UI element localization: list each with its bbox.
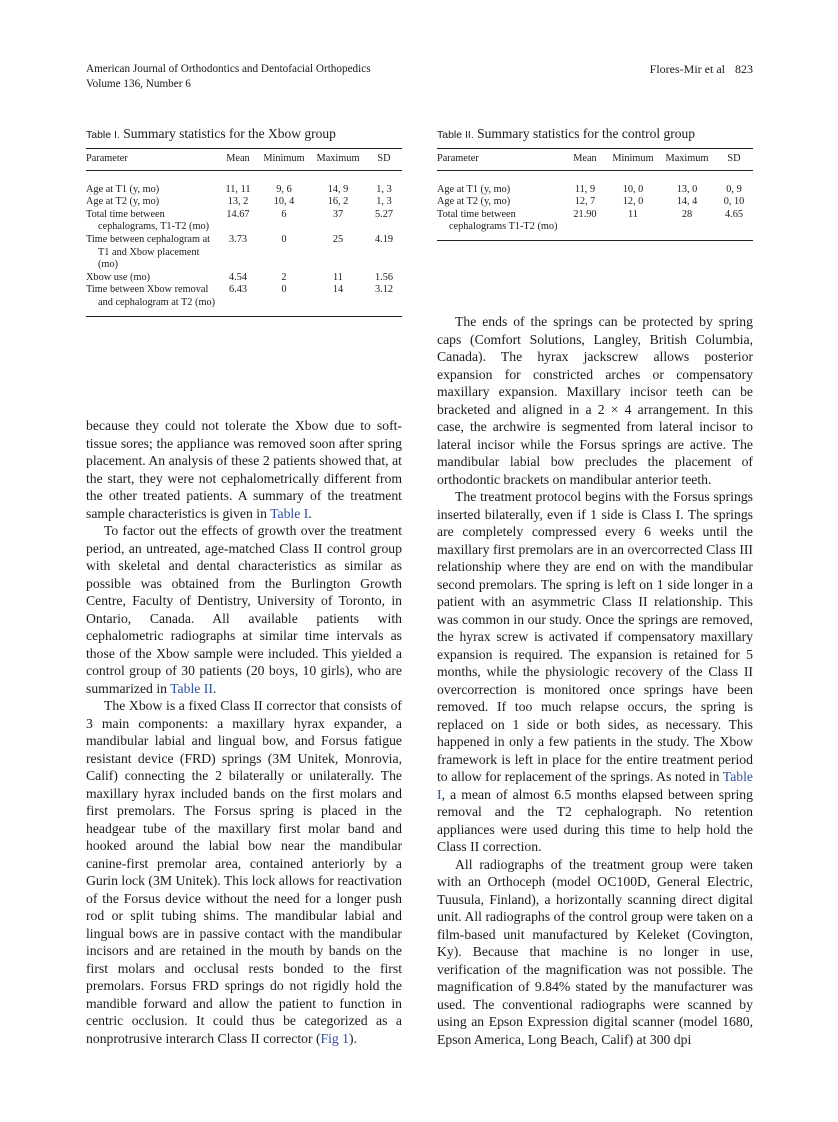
table1-label: Table I. <box>86 129 120 141</box>
table2-col-maximum: Maximum <box>659 149 715 171</box>
table2-cell-param: Total time between cephalograms T1-T2 (mo) <box>437 208 558 233</box>
table1-cell-sd: 1.56 <box>374 271 394 283</box>
paragraph-text: because they could not tolerate the Xbow due to soft-tissue sores; the appliance was removed soon after spring placement. An analysis of these 2 patients showed that, at the start, they were not cephalometrically different from the other treated patients. A summary of the treatment sample characteristics is given in <box>86 418 402 521</box>
table2-cell-max: 28 <box>681 208 693 220</box>
table2-cell-mean: 21.90 <box>573 208 597 220</box>
table2-col-minimum: Minimum <box>607 149 659 171</box>
authors: Flores-Mir et al <box>649 62 725 76</box>
paragraph-text: ). <box>349 1030 358 1046</box>
table2-cell-sd: 0, 9 <box>726 183 742 195</box>
paragraph <box>437 313 753 488</box>
paragraph-text: All radiographs of the treatment group were taken with an Orthoceph (model OC100D, General Electric, Tuusula, Finland), a horizontally scanning direct digital unit. All radiographs of the control group were taken on a film-based unit manufactured by Keleket (Covington, Ky). Because that machine is no longer in use, verification of the magnification was not possible. The magnification of 9.84% stated by the manufacturer was used. The conventional radiographs were scanned by using an Epson Expression digital scanner (model 1680, Epson America, Long Beach, Calif) at 300 dpi <box>437 856 753 1047</box>
table1-cell-min: 0 <box>281 233 287 245</box>
table1-cell-sd: 1, 3 <box>376 196 392 208</box>
paragraph <box>437 488 753 856</box>
paragraph-text: . <box>212 680 217 696</box>
table-row <box>86 234 402 272</box>
paragraph-text: To factor out the effects of growth over the treatment period, an untreated, age-matched Class II control group with skeletal and dental characteristics as similar as possible was obtained from the Burlington Growth Centre, Faculty of Dentistry, University of Toronto, in Ontario, Canada. All available patients with cephalometric radiographs at similar time intervals as those of the Xbow sample were included. This yielded a control group of 30 patients (20 boys, 10 girls), who are summarized in <box>86 523 402 696</box>
table2-col-sd: SD <box>715 149 753 171</box>
table2-cell-min: 11 <box>628 208 638 220</box>
table1-cell-max: 14, 9 <box>327 183 349 195</box>
paragraph-text: The Xbow is a fixed Class II corrector that consists of 3 main components: a maxillary hyrax expander, a mandibular labial and lingual bow, and Forsus fatigue resistant device (FRD) springs (3M Unitek, Monrovia, Calif) connecting the 2 bilaterally or unilaterally. The maxillary hyrax included bands on the first molars and first premolars. The Forsus spring is placed in the headgear tube of the maxillary first molar band and hooked around the labial bow near the mandibular canine-first premolar area, contained anteriorly by a Gurin lock (3M Unitek). This lock allows for reactivation of the Forsus device without the need for a longer push rod or split tubing shims. The mandibular labial and lingual bows are in passive contact with the mandibular incisors and are retained in the mouth by bands on the first molars and occlusal rests bonded to the first premolars. Forsus FRD springs do not rigidly hold the mandible forward and allow the patient to function in centric occlusion. It could thus be categorized as a nonprotrusive interarch Class II corrector ( <box>86 698 402 1046</box>
paragraph-text: The treatment protocol begins with the Forsus springs inserted bilaterally, even if 1 side is Class I. The springs are completely compressed every 6 weeks until the maxillary first premolars are in an overcorrected Class III relationship where they are end on with the mandibular second premolars. The spring is left on 1 side longer in a patient with an asymmetric Class II relationship. This was common in our study. Once the springs are removed, the hyrax screw is activated if compensatory maxillary expansion is required. The expansion is retained for 5 months, while the physiologic recovery of the Class II overcorrection is monitored once springs have been removed. If too much relapse occurs, the spring is replaced on 1 side or both sides, as necessary. This happened in only a few patients in the study. The Xbow framework is left in place for the entire treatment period to allow for replacement of the springs. As noted in <box>437 489 753 784</box>
table-row <box>86 284 402 316</box>
left-column-text <box>86 417 402 1047</box>
table1-cell-min: 9, 6 <box>276 183 292 195</box>
table1-cell-param: Total time between cephalograms, T1-T2 (mo) <box>86 208 210 233</box>
table1-col-mean: Mean <box>218 149 258 171</box>
table2-title: Summary statistics for the control group <box>477 126 695 141</box>
table-row <box>437 196 753 209</box>
table1-col-parameter: Parameter <box>86 149 218 171</box>
table-row <box>437 209 753 241</box>
table2-block <box>437 126 753 241</box>
table2-cell-sd: 0, 10 <box>723 196 745 208</box>
table1-cell-param: Age at T1 (y, mo) <box>86 183 160 195</box>
table1-cell-mean: 3.73 <box>228 233 248 245</box>
paragraph-text: , a mean of almost 6.5 months elapsed between spring removal and the T2 cephalograph. No retention appliances were used during this time to help hold the Class II correction. <box>437 786 753 854</box>
table-row <box>86 209 402 234</box>
table1-cell-param: Time between cephalogram at T1 and Xbow placement (mo) <box>86 233 210 271</box>
table2-cell-min: 10, 0 <box>622 183 644 195</box>
table1-caption <box>86 126 402 143</box>
table1-cell-max: 11 <box>333 271 343 283</box>
table1-cell-param: Time between Xbow removal and cephalogram at T2 (mo) <box>86 284 216 308</box>
fig1-link[interactable]: Fig 1 <box>320 1030 350 1046</box>
table1-cell-max: 37 <box>332 208 344 220</box>
table1-cell-max: 25 <box>332 233 344 245</box>
table2 <box>437 148 753 241</box>
table1-cell-sd: 4.19 <box>374 233 394 245</box>
table1-link[interactable]: Table I <box>437 769 753 802</box>
author-page <box>650 62 753 77</box>
table1-cell-sd: 1, 3 <box>376 183 392 195</box>
paragraph <box>86 697 402 1047</box>
table2-link[interactable]: Table II <box>170 680 213 696</box>
table-row <box>437 170 753 196</box>
table1-link[interactable]: Table I <box>270 505 309 521</box>
table1-cell-mean: 14.67 <box>226 208 250 220</box>
journal-volume: Volume 136, Number 6 <box>86 77 191 90</box>
page-number: 823 <box>735 62 753 76</box>
table2-cell-param: Age at T2 (y, mo) <box>437 196 511 208</box>
table1-col-sd: SD <box>366 149 402 171</box>
table2-cell-sd: 4.65 <box>724 208 744 220</box>
paragraph <box>86 522 402 697</box>
table1-block <box>86 126 402 317</box>
journal-title: American Journal of Orthodontics and Dentofacial Orthopedics <box>86 63 371 75</box>
table1-cell-min: 2 <box>281 271 287 283</box>
table2-cell-min: 12, 0 <box>622 196 644 208</box>
table1 <box>86 148 402 317</box>
table-row <box>86 170 402 196</box>
table1-col-minimum: Minimum <box>258 149 310 171</box>
table2-col-parameter: Parameter <box>437 149 563 171</box>
table2-label: Table II. <box>437 129 474 141</box>
table2-cell-mean: 11, 9 <box>574 183 596 195</box>
table2-cell-mean: 12, 7 <box>574 196 596 208</box>
paragraph <box>437 856 753 1049</box>
table-row <box>86 272 402 285</box>
table2-col-mean: Mean <box>563 149 607 171</box>
table1-cell-mean: 13, 2 <box>227 196 249 208</box>
right-column-text <box>437 313 753 1048</box>
table2-cell-param: Age at T1 (y, mo) <box>437 183 511 195</box>
table1-cell-param: Xbow use (mo) <box>86 271 151 283</box>
table1-cell-sd: 3.12 <box>374 284 394 296</box>
table1-title: Summary statistics for the Xbow group <box>123 126 336 141</box>
table2-cell-max: 13, 0 <box>676 183 698 195</box>
table1-cell-min: 6 <box>281 208 287 220</box>
table1-cell-param: Age at T2 (y, mo) <box>86 196 160 208</box>
table-row <box>86 196 402 209</box>
table1-cell-max: 14 <box>332 284 344 296</box>
table1-cell-mean: 4.54 <box>228 271 248 283</box>
paragraph-text: . <box>308 505 312 521</box>
table1-cell-sd: 5.27 <box>374 208 394 220</box>
paragraph-text: The ends of the springs can be protected by spring caps (Comfort Solutions, Langley, British Columbia, Canada). The hyrax jackscrew allows posterior expansion for constricted arches or compensatory maxillary expansion. Maxillary incisor teeth can be bracketed and aligned in a 2 × 4 arrangement. In this case, the archwire is segmented from lateral incisor to lateral incisor while the Forsus springs are active. The mandibular labial bow precludes the placement of orthodontic brackets on mandibular anterior teeth. <box>437 314 753 487</box>
table2-caption <box>437 126 753 143</box>
table1-cell-mean: 6.43 <box>228 284 248 296</box>
table1-cell-min: 10, 4 <box>273 196 295 208</box>
table1-cell-min: 0 <box>281 284 287 296</box>
paragraph <box>86 417 402 522</box>
table1-col-maximum: Maximum <box>310 149 366 171</box>
journal-info <box>86 62 371 91</box>
table2-cell-max: 14, 4 <box>676 196 698 208</box>
table1-cell-mean: 11, 11 <box>225 183 251 195</box>
table1-cell-max: 16, 2 <box>327 196 349 208</box>
